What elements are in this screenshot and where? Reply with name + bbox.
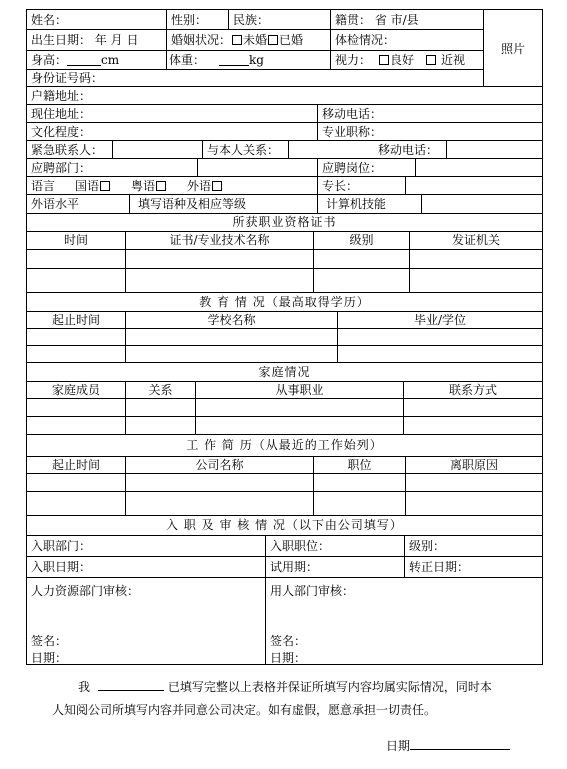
cert-header-level: 级别 (313, 231, 409, 249)
user-review-label: 用人部门审核： (270, 584, 355, 598)
edu-row[interactable] (27, 346, 542, 363)
vision-good-label: 良好 (390, 53, 415, 67)
declaration-line-1 (52, 676, 532, 699)
mobile-field[interactable]: 移动电话： (317, 105, 542, 122)
height-unit: cm (101, 53, 120, 67)
work-header-reason: 离职原因 (405, 456, 542, 473)
row-name (27, 10, 484, 30)
work-header (27, 456, 542, 474)
vision-label: 视力： (335, 53, 372, 67)
weight-field[interactable] (166, 51, 330, 69)
cert-header (27, 231, 542, 250)
marital-label: 婚姻状况： (171, 33, 232, 47)
declaration-text-1: 已填写完整以上表格并保证所填写内容均属实际情况，同时本 (167, 680, 492, 694)
specialty-field[interactable]: 专长： (317, 177, 405, 194)
mandarin-label: 国语 (75, 178, 100, 193)
family-header-member: 家庭成员 (51, 382, 100, 397)
family-header (27, 381, 542, 399)
cert-header-name: 证书/专业技术名称 (125, 231, 313, 249)
hire-row-2 (27, 557, 542, 578)
married-label: 已婚 (279, 33, 304, 47)
cert-header-time: 时间 (63, 233, 88, 247)
cantonese-label: 粤语 (131, 178, 156, 193)
row-language (27, 177, 542, 195)
user-review-box[interactable] (265, 578, 542, 665)
edu-header-degree: 毕业/学位 (337, 311, 542, 328)
height-field[interactable] (27, 51, 166, 69)
row-household (27, 87, 542, 105)
language-label: 语言 (31, 178, 56, 193)
weight-blank[interactable] (219, 55, 249, 66)
family-header-relation: 关系 (125, 381, 195, 398)
hire-dept-field[interactable]: 入职部门： (31, 538, 92, 553)
foreign-label: 外语 (187, 178, 212, 193)
id-number-field[interactable]: 身份证号码： (31, 71, 104, 85)
health-field[interactable]: 体检情况： (330, 30, 484, 50)
confirm-date-field[interactable]: 转正日期： (404, 557, 542, 577)
relation-blank[interactable] (288, 141, 374, 158)
declaration-prefix: 我 (78, 680, 91, 694)
row-id (27, 70, 484, 87)
foreign-level-label: 外语水平 (31, 197, 80, 211)
emergency-field[interactable]: 紧急联系人： (31, 142, 104, 157)
hr-sign-label: 签名： (31, 634, 68, 648)
married-checkbox[interactable] (268, 35, 278, 45)
probation-field[interactable]: 试用期： (265, 557, 404, 577)
vision-good-checkbox[interactable] (379, 55, 389, 65)
review-row (27, 578, 542, 665)
family-row[interactable] (27, 417, 542, 435)
emergency-mobile-field[interactable]: 移动电话： (378, 142, 439, 157)
hire-title: 入 职 及 审 核 情 况（以下由公司填写） (27, 516, 542, 536)
weight-label: 体重： (169, 53, 206, 67)
computer-blank[interactable] (421, 195, 542, 213)
unmarried-checkbox[interactable] (232, 35, 242, 45)
vision-field[interactable] (330, 51, 484, 69)
declaration-date-blank[interactable] (410, 739, 510, 750)
work-title: 工 作 简 历（从最近的工作始列） (27, 435, 542, 457)
row-birth (27, 30, 484, 51)
work-header-position: 职位 (313, 456, 405, 473)
native-place-field[interactable]: 籍贯： 省 市/县 (330, 10, 484, 29)
edu-header-school: 学校名称 (125, 311, 337, 328)
height-label: 身高： (31, 53, 68, 67)
user-date-label: 日期： (270, 651, 307, 665)
row-body (27, 51, 484, 70)
position-field[interactable]: 应聘岗位： (317, 159, 415, 176)
row-foreign (27, 195, 542, 214)
cert-row[interactable] (27, 250, 542, 269)
edu-row[interactable] (27, 329, 542, 346)
mandarin-checkbox[interactable] (100, 181, 110, 191)
address-field[interactable]: 现住地址： (31, 106, 92, 121)
cert-header-issuer: 发证机关 (409, 231, 542, 249)
family-header-job: 从事职业 (195, 381, 403, 398)
work-header-company: 公司名称 (125, 456, 313, 473)
edu-title: 教 育 情 况（最高取得学历） (27, 293, 542, 312)
ethnicity-field[interactable]: 民族： (228, 10, 330, 29)
work-header-time: 起止时间 (51, 457, 100, 472)
row-apply (27, 159, 542, 177)
declarant-name-blank[interactable] (98, 680, 164, 691)
title-field[interactable]: 专业职称： (317, 123, 542, 140)
hire-level-field[interactable]: 级别： (404, 535, 542, 556)
declaration-date (386, 737, 510, 754)
unmarried-label: 未婚 (243, 33, 268, 47)
cert-title: 所获职业资格证书 (27, 214, 542, 232)
row-address (27, 105, 542, 123)
household-field[interactable]: 户籍地址： (31, 88, 92, 103)
hr-review-label: 人力资源部门审核： (31, 584, 140, 598)
language-field[interactable] (27, 177, 317, 194)
declaration (52, 676, 532, 722)
work-row[interactable] (27, 474, 542, 492)
family-header-contact: 联系方式 (403, 381, 542, 398)
hire-date-field[interactable]: 入职日期： (31, 560, 92, 574)
edu-header (27, 311, 542, 329)
application-form (26, 9, 543, 665)
user-sign-label: 签名： (270, 634, 307, 648)
declaration-date-label: 日期 (386, 739, 411, 753)
hire-row-1 (27, 535, 542, 557)
declaration-text-2: 人知阅公司所填写内容并同意公司决定。如有虚假，愿意承担一切责任。 (52, 702, 437, 717)
birth-date-field[interactable]: 出生日期： 年 月 日 (31, 33, 139, 47)
family-title: 家庭情况 (27, 363, 542, 382)
row-emergency (27, 141, 542, 159)
cert-row[interactable] (27, 269, 542, 293)
hr-date-label: 日期： (31, 651, 68, 665)
dept-field[interactable]: 应聘部门： (31, 160, 92, 175)
gender-field[interactable]: 性别： (166, 10, 228, 29)
work-row[interactable] (27, 492, 542, 516)
lang-grade-field[interactable]: 填写语种及相应等级 (129, 195, 317, 213)
emergency-blank[interactable] (112, 141, 202, 158)
specialty-blank[interactable] (405, 177, 542, 194)
photo-box[interactable]: 照片 (483, 10, 542, 86)
emergency-mobile-blank[interactable] (446, 141, 542, 158)
family-row[interactable] (27, 399, 542, 417)
hr-review-box[interactable] (27, 578, 265, 665)
vision-near-checkbox[interactable] (426, 55, 436, 65)
weight-unit: kg (249, 53, 264, 67)
marital-status-field[interactable] (166, 30, 330, 50)
height-blank[interactable] (67, 55, 101, 66)
education-field[interactable]: 文化程度： (31, 124, 92, 139)
name-field[interactable]: 姓名： (31, 12, 68, 27)
dept-blank[interactable] (197, 159, 317, 176)
hire-position-field[interactable]: 入职职位： (265, 535, 404, 556)
relation-field[interactable]: 与本人关系： (202, 141, 288, 158)
vision-near-label: 近视 (441, 53, 466, 67)
foreign-checkbox[interactable] (212, 181, 222, 191)
row-education (27, 123, 542, 141)
cantonese-checkbox[interactable] (156, 181, 166, 191)
edu-header-time: 起止时间 (51, 312, 100, 327)
position-blank[interactable] (415, 159, 542, 176)
computer-field[interactable]: 计算机技能 (317, 195, 421, 213)
